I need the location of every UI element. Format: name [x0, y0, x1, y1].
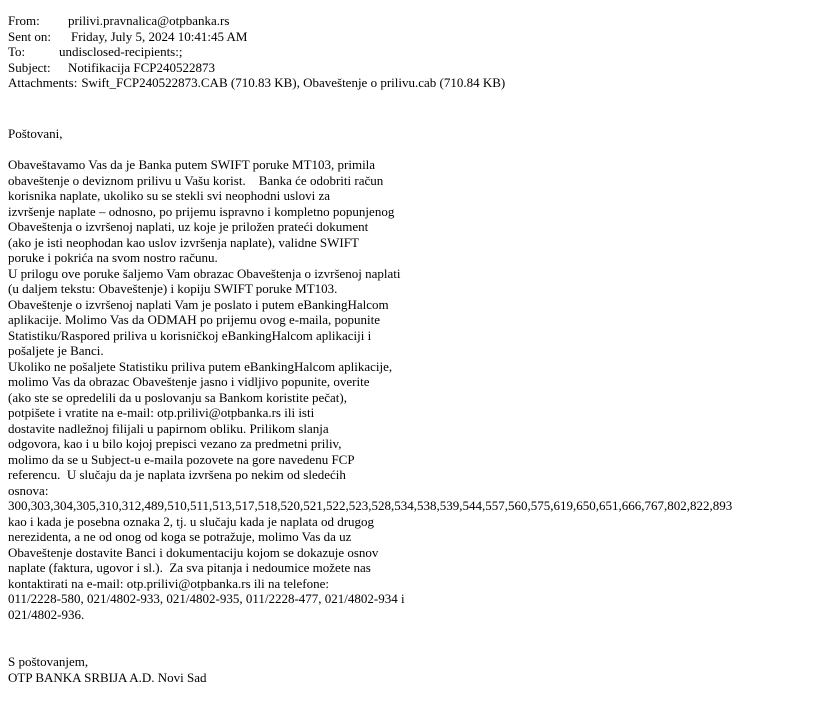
body-line: korisnika naplate, ukoliko su se stekli svi neophodni uslovi za: [8, 188, 331, 203]
body-line: poruke i pokrića na svom nostro računu.: [8, 250, 218, 265]
body-line: (ako je isti neophodan kao uslov izvršenja naplate), validne SWIFT: [8, 234, 359, 250]
email-body: [8, 126, 808, 622]
body-line-codes: 300,303,304,305,310,312,489,510,511,513,517,518,520,521,522,523,528,534,538,539,544,557,560,575,619,650,651,666,767,802,822,893: [8, 498, 733, 513]
body-line: Statistiku/Raspored priliva u korisničkoj eBankingHalcom aplikaciji i: [8, 327, 372, 343]
body-line: 021/4802-936.: [8, 606, 85, 622]
email-closing: [8, 654, 207, 685]
attachments-value[interactable]: Swift_FCP240522873.CAB (710.83 KB), Obaveštenje o prilivu.cab (710.84 KB): [81, 75, 506, 90]
sent-label: Sent on:: [8, 28, 51, 44]
body-line: molimo Vas da obrazac Obaveštenje jasno i vidljivo popunite, overite: [8, 374, 370, 389]
body-line: dostavite nadležnoj filijali u papirnom obliku. Prilikom slanja: [8, 420, 329, 436]
body-line: Obaveštenje dostavite Banci i dokumentaciju kojom se dokazuje osnov: [8, 544, 379, 560]
subject-label: Subject:: [8, 59, 51, 75]
header-to-row: [8, 44, 505, 60]
body-line: Ukoliko ne pošaljete Statistiku priliva putem eBankingHalcom aplikacije,: [8, 358, 393, 374]
from-label: From:: [8, 13, 40, 28]
body-line: nerezidenta, a ne od onog od koga se potražuje, molimo Vas da uz: [8, 529, 352, 544]
spacer: [8, 142, 808, 158]
from-value[interactable]: prilivi.pravnalica@otpbanka.rs: [68, 13, 230, 28]
body-line: kao i kada je posebna oznaka 2, tj. u slučaju kada je naplata od drugog: [8, 513, 375, 529]
signature: OTP BANKA SRBIJA A.D. Novi Sad: [8, 669, 207, 685]
sent-value: Friday, July 5, 2024 10:41:45 AM: [71, 28, 248, 44]
body-line: naplate (faktura, ugovor i sl.). Za sva pitanja i nedoumice možete nas: [8, 560, 371, 575]
body-line: referencu. U slučaju da je naplata izvršena po nekim od sledećih: [8, 467, 346, 482]
body-line: kontaktirati na e-mail: otp.prilivi@otpbanka.rs ili na telefone:: [8, 575, 329, 591]
header-subject-row: [8, 60, 505, 76]
email-header: [8, 13, 505, 91]
body-line: (ako ste se opredelili da u poslovanju sa Bankom koristite pečat),: [8, 389, 347, 405]
body-line: Obaveštenja o izvršenoj naplati, uz koje je priložen prateći dokument: [8, 219, 369, 234]
body-line: izvršenje naplate – odnosno, po prijemu ispravno i kompletno popunjenog: [8, 203, 395, 219]
body-line: aplikacije. Molimo Vas da ODMAH po prijemu ovog e-maila, popunite: [8, 312, 380, 327]
body-line: U prilogu ove poruke šaljemo Vam obrazac Obaveštenja o izvršenoj naplati: [8, 265, 401, 281]
body-line: pošaljete je Banci.: [8, 343, 104, 358]
header-attachments-row: [8, 75, 505, 91]
body-line: potpišete i vratite na e-mail: otp.prilivi@otpbanka.rs ili isti: [8, 405, 315, 420]
body-line: (u daljem tekstu: Obaveštenje) i kopiju SWIFT poruke MT103.: [8, 281, 338, 296]
body-line: odgovora, kao i u bilo kojoj prepisci vezano za predmetni priliv,: [8, 436, 342, 451]
body-line: 011/2228-580, 021/4802-933, 021/4802-935, 011/2228-477, 021/4802-934 i: [8, 591, 405, 606]
body-line: obaveštenje o deviznom prilivu u Vašu korist. Banka će odobriti račun: [8, 172, 384, 188]
attachments-label: Attachments:: [8, 75, 78, 90]
body-line: Obaveštenje o izvršenoj naplati Vam je poslato i putem eBankingHalcom: [8, 296, 389, 312]
greeting: Poštovani,: [8, 126, 63, 141]
header-from-row: [8, 13, 505, 29]
to-value: undisclosed-recipients:;: [59, 44, 183, 59]
body-line: molimo da se u Subject-u e-maila pozovete na gore navedenu FCP: [8, 451, 355, 467]
to-label: To:: [8, 44, 26, 59]
body-line: Obaveštavamo Vas da je Banka putem SWIFT poruke MT103, primila: [8, 157, 376, 172]
subject-value: Notifikacija FCP240522873: [68, 59, 215, 75]
closing-text: S poštovanjem,: [8, 654, 89, 669]
header-sent-row: [8, 29, 505, 45]
body-line: osnova:: [8, 482, 49, 498]
